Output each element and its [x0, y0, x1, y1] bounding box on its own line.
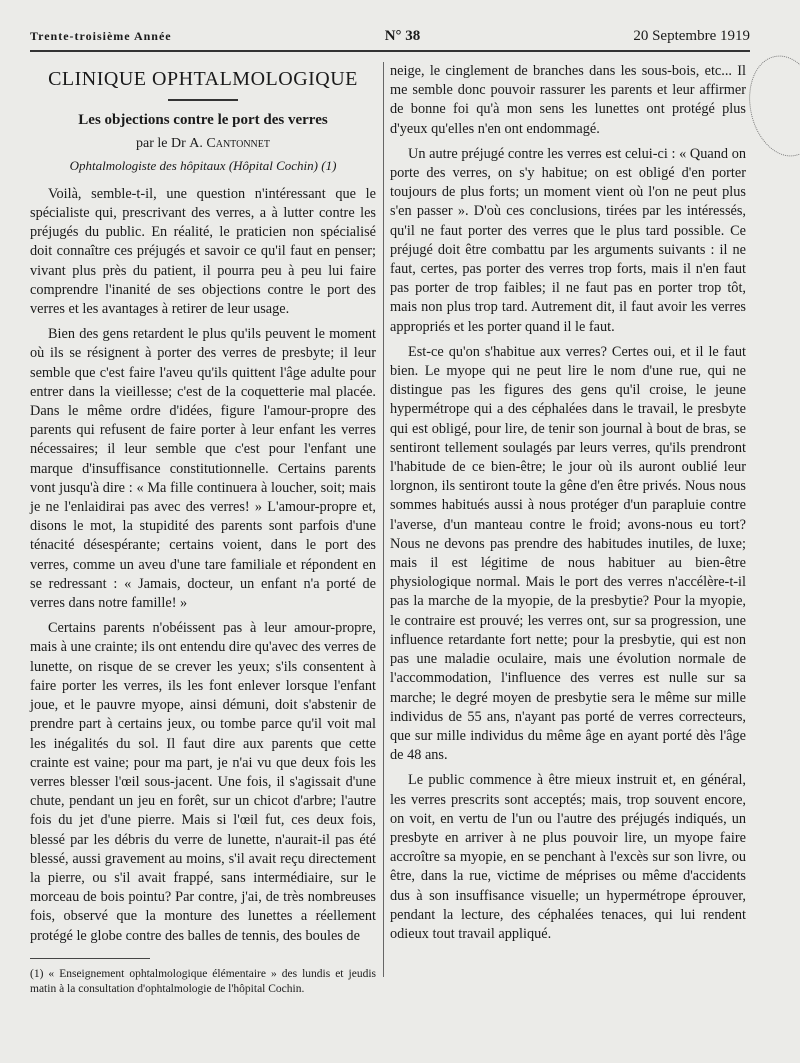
paragraph: Est-ce qu'on s'habitue aux verres? Certes oui, et il le faut bien. Le myope qui ne peut lire le nom d'une rue, qui ne distingue pas les figures des gens qu'il croise, le jeune hypermétrope qui a des céphalées dans le travail, le presbyte qui est obligé, pour lire, de tenir son journal à bout de bras, se sentiront tellement soulagés par leurs verres, qu'ils prendront l'habitude de ce bien-être; le jour où ils auront oublié leur lorgnon, ils sentiront toute la gêne d'en être privés. Nous nous sommes habitués aussi à nous protéger d'un parapluie contre l'averse, d'un manteau contre le froid; avons-nous eu tort? Nous ne devons pas prendre des habitudes inutiles, de luxe; mais il est légitime de nous habituer au bien-être physiologique normal. Mais le port des verres n'accélère-t-il pas la marche de la myopie, de la presbytie? Pour la myopie, le contraire est prouvé; les verres ont, sur sa progression, une influence retardante fort nette; pour la presbytie, qui est non pas une maladie oculaire, mais une évolution normale de l'accommodation, l'influence des verres est nulle sur sa marche; le degré moyen de presbytie sera le même sur mille individus de 55 ans, n'ayant pas porté de verres correcteurs, que sur mille individus du même âge en ayant porté dès l'âge de 48 ans. [390, 343, 746, 764]
library-stamp [740, 49, 800, 163]
issue-date: 20 Septembre 1919 [633, 27, 750, 44]
header-rule [30, 50, 750, 52]
right-column [390, 62, 746, 944]
issue-number: N° 38 [384, 27, 421, 44]
author-affiliation: Ophtalmologiste des hôpitaux (Hôpital Cochin) (1) [69, 157, 337, 173]
paragraph: Voilà, semble-t-il, une question n'intéressant que le spécialiste qui, prescrivant des verres, a à lutter contre les préjugés du public. En réalité, le praticien non spécialisé doit connaître ces préjugés et savoir ce qu'il faut en penser; vivant plus près du patient, il pourra peu à peu lui faire comprendre l'inanité de ses objections contre le port des verres et les avantages à retirer de leur usage. [30, 185, 376, 318]
page-header [30, 24, 750, 48]
column-divider [383, 62, 384, 977]
footnote-rule [30, 958, 150, 959]
paragraph: Le public commence à être mieux instruit et, en général, les verres prescrits sont acceptés; mais, trop souvent encore, on voit, en vertu de l'un ou l'autre des préjugés indiqués, un presbyte en arriver à ne plus pouvoir lire, un myope faire accroître sa myopie, en se penchant à l'excès sur son livre, ou être, dans la rue, victime de méprises ou même d'accidents dus à son insuffisance visuelle; un hypermétrope éprouver, pendant la lecture, des céphalées tenaces, qui lui rendent odieux tout travail appliqué. [390, 772, 746, 942]
title-rule [168, 99, 238, 101]
article-title: Les objections contre le port des verres [78, 112, 328, 129]
paragraph: Un autre préjugé contre les verres est celui-ci : « Quand on porte des verres, on s'y habitue; on est obligé d'en porter toujours de plus forts; un moment vient où l'on ne peut plus s'en passer ». D'où ces conclusions, tirées par les intéressés, qu'il ne faut porter des verres que le plus tard possible. Ce préjugé doit être combattu par les arguments suivants : il ne faut, certes, pas porter des verres trop forts, mais il n'en faut pas porter de trop faibles; il ne faut pas en porter trop tôt, mais non plus trop tard. Autrement dit, il faut avoir les verres appropriés et les porter quand il le faut. [390, 145, 746, 335]
author-name: A. Cantonnet [189, 136, 270, 152]
byline-prefix: par le Dr [136, 136, 186, 152]
year-label: Trente-troisième Année [30, 28, 172, 43]
paragraph: Certains parents n'obéissent pas à leur amour-propre, mais à une crainte; ils ont entendu dire qu'avec des verres de lunette, on risque de se crever les yeux; s'ils consentent à faire porter les verres, ils les font enlever lorsque l'enfant joue, et le pauvre myope, ainsi démuni, doit s'abstenir de prendre part à certains jeux, ou tombe parce qu'il voit mal les inégalités du sol. Il faut dire aux parents que cette crainte est vaine; pour ma part, je n'ai vu que deux fois les verres blesser l'œil sous-jacent. Une fois, il s'agissait d'une chute, pendant un jeu en forêt, sur un chicot d'arbre; l'autre fois du jet d'une pierre. Mais si l'œil fut, ces deux fois, blessé par les débris du verre de lunette, n'aurait-il pas été blessé, aussi gravement au moins, s'il avait reçu directement la pierre, ou s'il avait frappé, sans intermédiaire, sur le morceau de bois pointu? Par contre, j'ai, de très nombreuses fois, observé que la monture des lunettes a réellement protégé le globe contre des balles de tennis, des boules de [30, 620, 376, 944]
section-title: CLINIQUE OPHTALMOLOGIQUE [48, 68, 358, 90]
paragraph: neige, le cinglement de branches dans les sous-bois, etc... Il me semble donc pouvoir rassurer les parents et leur affirmer de bonne foi qu'à mon sens les lunettes ont protégé plus d'yeux qu'elles n'en ont endommagé. [390, 63, 746, 137]
byline [30, 134, 376, 153]
paragraph: Bien des gens retardent le plus qu'ils peuvent le moment où ils se résignent à porter des verres de presbyte; il leur semble que c'est faire l'aveu qu'ils quittent l'âge adulte pour entrer dans la vieillesse; c'est de la coquetterie mal placée. Dans le même ordre d'idées, figure l'amour-propre des parents qui refusent de faire porter à leur enfant les verres nécessaires; il leur semble que c'est pour l'enfant une marque d'insuffisance constitutionnelle. Certains parents vont jusqu'à dire : « Ma fille continuera à loucher, soit; mais je ne l'enlaidirai pas avec des verres! » L'amour-propre et, disons le mot, la stupidité des parents sont parfois d'une ténacité désespérante; certains voient, dans le port des verres, comme un aveu d'une tare familiale et répondent en se redressant : « Jamais, docteur, un enfant n'a porté de verres dans notre famille! » [30, 326, 376, 612]
footnote: (1) « Enseignement ophtalmologique élémentaire » des lundis et jeudis matin à la consultation d'ophtalmologie de l'hôpital Cochin. [30, 967, 376, 995]
left-column [30, 62, 376, 997]
